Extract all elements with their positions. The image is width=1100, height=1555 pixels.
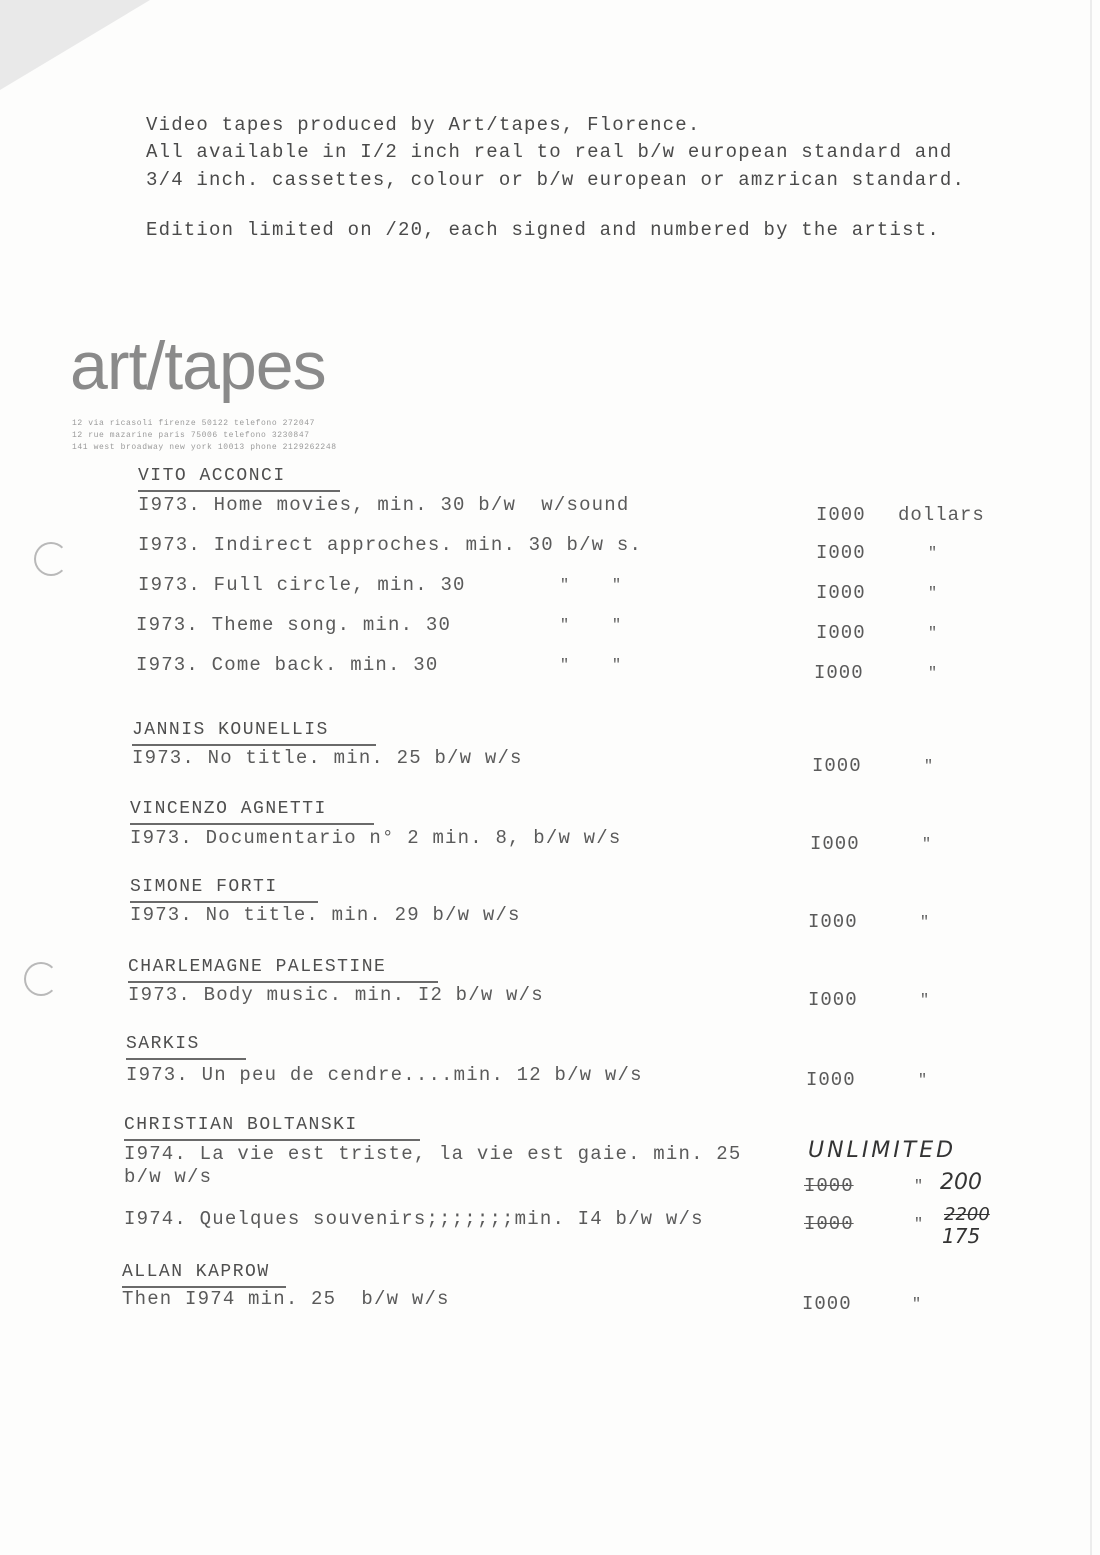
artist-name: VITO ACCONCI <box>138 467 340 492</box>
currency: dollars <box>898 504 985 526</box>
price: I000 <box>816 582 866 604</box>
price-struck: I000 <box>804 1175 854 1197</box>
ditto-mark: " <box>924 758 934 775</box>
price: I000 <box>814 662 864 684</box>
work-entry: I973. Documentario n° 2 min. 8, b/w w/s <box>130 827 622 849</box>
work-entry: I973. Theme song. min. 30 <box>136 614 452 636</box>
work-entry: Then I974 min. 25 b/w w/s <box>122 1288 450 1310</box>
ditto-mark: " <box>912 1296 922 1313</box>
handwritten-price: 175 <box>942 1224 981 1248</box>
ditto-mark: " <box>612 577 622 594</box>
ditto-mark: " <box>612 657 622 674</box>
punch-hole <box>24 962 58 996</box>
intro-line: All available in I/2 inch real to real b/w european standard and <box>146 141 953 163</box>
ditto-mark: " <box>922 836 932 853</box>
work-entry: I973. Indirect approches. min. 30 b/w s. <box>138 534 643 556</box>
ditto-mark: " <box>928 625 938 642</box>
artist-name: JANNIS KOUNELLIS <box>132 721 376 746</box>
price: I000 <box>806 1069 856 1091</box>
logo-address: 141 west broadway new york 10013 phone 2129262248 <box>72 443 337 452</box>
ditto-mark: " <box>560 617 570 634</box>
work-entry: I974. Quelques souvenirs;;;;;;;min. I4 b/w w/s <box>124 1208 704 1230</box>
logo-address: 12 rue mazarine paris 75006 telefono 3230847 <box>72 431 310 440</box>
folded-corner <box>0 0 150 90</box>
ditto-mark: " <box>914 1216 924 1233</box>
work-entry: I973. No title. min. 25 b/w w/s <box>132 747 523 769</box>
work-entry: I973. Un peu de cendre....min. 12 b/w w/s <box>126 1064 643 1086</box>
page-edge-shadow <box>1090 0 1092 1555</box>
price: I000 <box>816 504 866 526</box>
work-entry: I973. Home movies, min. 30 b/w w/sound <box>138 494 630 516</box>
handwritten-price: 200 <box>940 1170 982 1195</box>
price: I000 <box>816 622 866 644</box>
intro-line: 3/4 inch. cassettes, colour or b/w european or amzrican standard. <box>146 169 966 191</box>
price-struck: I000 <box>804 1213 854 1235</box>
work-entry: I973. Body music. min. I2 b/w w/s <box>128 984 544 1006</box>
work-entry: I973. Full circle, min. 30 <box>138 574 466 596</box>
price: I000 <box>802 1293 852 1315</box>
ditto-mark: " <box>918 1072 928 1089</box>
work-entry-continued: b/w w/s <box>124 1166 213 1188</box>
artist-name: CHRISTIAN BOLTANSKI <box>124 1116 420 1141</box>
handwritten-price-struck: 2200 <box>944 1204 990 1225</box>
ditto-mark: " <box>560 657 570 674</box>
ditto-mark: " <box>612 617 622 634</box>
ditto-mark: " <box>914 1178 924 1195</box>
art-tapes-logo: art/tapes <box>70 328 326 404</box>
artist-name: VINCENZO AGNETTI <box>130 800 374 825</box>
artist-name: SARKIS <box>126 1035 246 1060</box>
artist-name: CHARLEMAGNE PALESTINE <box>128 958 438 983</box>
ditto-mark: " <box>560 577 570 594</box>
ditto-mark: " <box>920 992 930 1009</box>
artist-name: ALLAN KAPROW <box>122 1263 286 1288</box>
price: I000 <box>808 911 858 933</box>
ditto-mark: " <box>928 545 938 562</box>
ditto-mark: " <box>928 665 938 682</box>
intro-line: Video tapes produced by Art/tapes, Florence. <box>146 114 701 136</box>
price: I000 <box>808 989 858 1011</box>
price: I000 <box>816 542 866 564</box>
logo-address: 12 via ricasoli firenze 50122 telefono 272047 <box>72 419 316 428</box>
ditto-mark: " <box>928 585 938 602</box>
work-entry: I973. Come back. min. 30 <box>136 654 439 676</box>
edition-note: Edition limited on /20, each signed and numbered by the artist. <box>146 219 940 241</box>
price: I000 <box>812 755 862 777</box>
ditto-mark: " <box>920 914 930 931</box>
price: I000 <box>810 833 860 855</box>
punch-hole <box>34 542 68 576</box>
work-entry: I974. La vie est triste, la vie est gaie. min. 25 <box>124 1143 742 1165</box>
artist-name: SIMONE FORTI <box>130 878 318 903</box>
handwritten-unlimited: UNLIMITED <box>808 1138 957 1163</box>
work-entry: I973. No title. min. 29 b/w w/s <box>130 904 521 926</box>
